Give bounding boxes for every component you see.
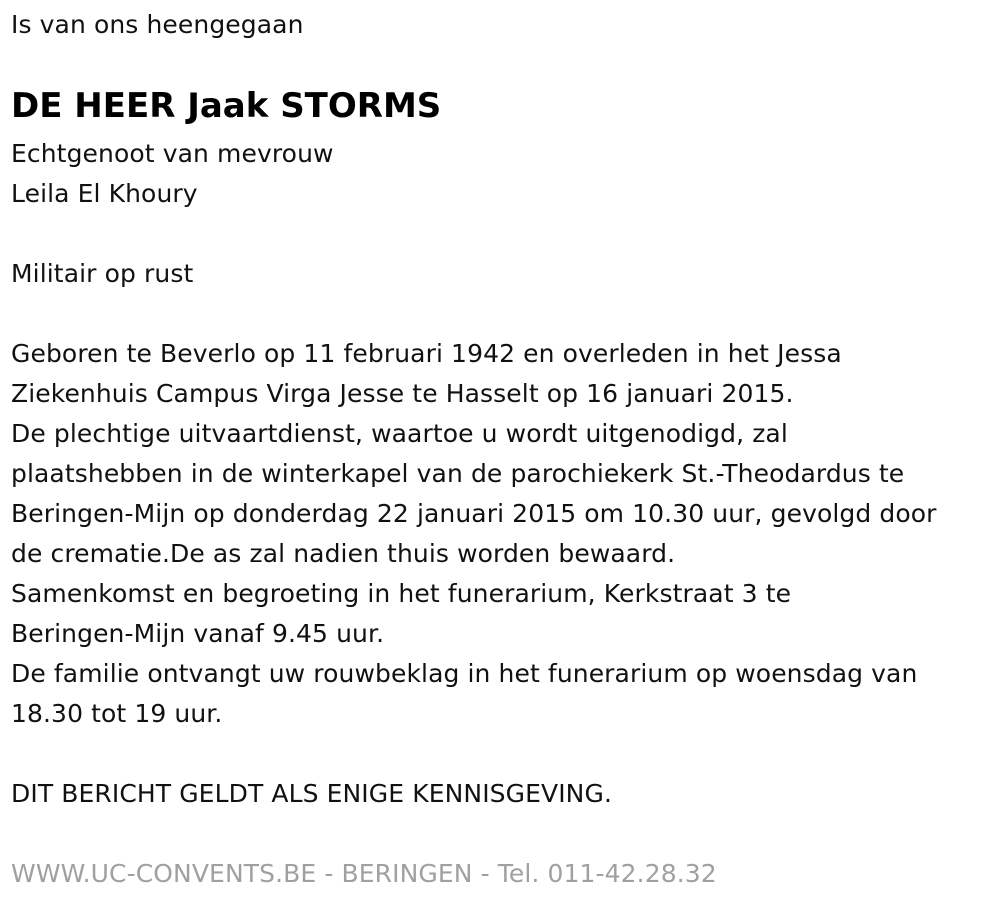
closing-statement: DIT BERICHT GELDT ALS ENIGE KENNISGEVING.: [11, 779, 612, 808]
profession-text: Militair op rust: [11, 259, 194, 288]
notice-body: [11, 334, 937, 734]
body-line: Ziekenhuis Campus Virga Jesse te Hasselt op 16 januari 2015.: [11, 379, 794, 408]
deceased-name: DE HEER Jaak STORMS: [11, 86, 442, 126]
spouse-line: Echtgenoot van mevrouw: [11, 139, 334, 168]
body-line: 18.30 tot 19 uur.: [11, 699, 223, 728]
spouse-name: Leila El Khoury: [11, 179, 198, 208]
intro-text: Is van ons heengegaan: [11, 10, 304, 39]
footer-contact: WWW.UC-CONVENTS.BE - BERINGEN - Tel. 011-42.28.32: [11, 859, 717, 888]
body-line: De plechtige uitvaartdienst, waartoe u wordt uitgenodigd, zal: [11, 419, 788, 448]
body-line: de crematie.De as zal nadien thuis worden bewaard.: [11, 539, 676, 568]
body-line: Beringen-Mijn vanaf 9.45 uur.: [11, 619, 385, 648]
body-line: plaatshebben in de winterkapel van de parochiekerk St.-Theodardus te: [11, 459, 905, 488]
spouse-block: [11, 134, 334, 214]
body-line: Samenkomst en begroeting in het funerarium, Kerkstraat 3 te: [11, 579, 792, 608]
body-line: Geboren te Beverlo op 11 februari 1942 en overleden in het Jessa: [11, 339, 842, 368]
body-line: Beringen-Mijn op donderdag 22 januari 2015 om 10.30 uur, gevolgd door: [11, 499, 937, 528]
body-line: De familie ontvangt uw rouwbeklag in het funerarium op woensdag van: [11, 659, 918, 688]
